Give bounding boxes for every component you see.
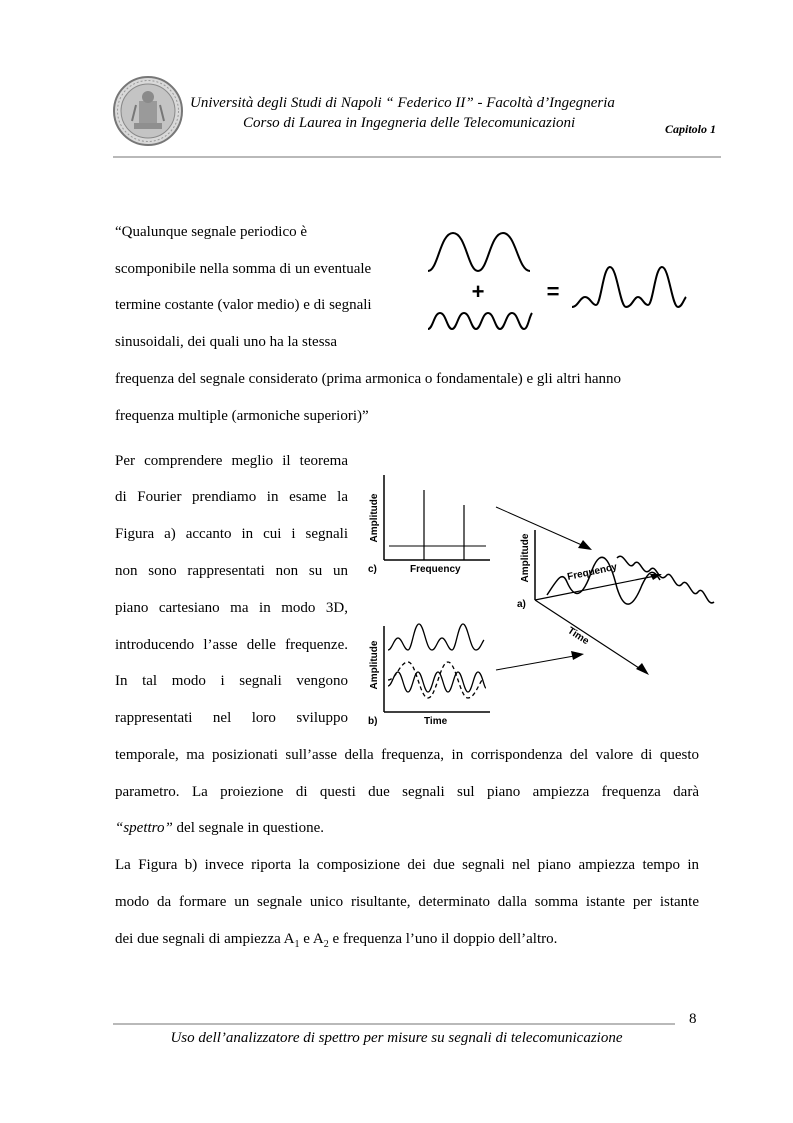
header-course: Corso di Laurea in Ingegneria delle Telecomunicazioni	[243, 115, 576, 131]
harmonic-wave	[428, 313, 532, 329]
body-line-3: Figura a) accanto in cui i segnali	[115, 526, 348, 542]
wave-3d-harmonic	[617, 556, 714, 603]
quote-line-5: frequenza del segnale considerato (prima armonica o fondamentale) e gli altri hanno	[115, 371, 622, 387]
fig-c-xlabel: Frequency	[410, 564, 461, 575]
fig-b-xlabel: Time	[424, 716, 448, 727]
body-line-8: rappresentati nel loro sviluppo	[115, 710, 348, 726]
wave-b-sum	[388, 624, 484, 650]
last-b: e A	[299, 931, 324, 947]
fundamental-wave	[428, 233, 530, 271]
last-c: e frequenza l’uno il doppio dell’altro.	[328, 931, 558, 947]
spectrum-3d-figure	[362, 460, 720, 735]
body-line-7: In tal modo i segnali vengono	[115, 673, 348, 689]
plus-sign: +	[471, 279, 485, 304]
fig-c-label: c)	[368, 564, 377, 575]
fourier-sum-figure	[420, 225, 695, 340]
body-line-6: introducendo l’asse delle frequenze.	[115, 637, 348, 653]
fig-a-ylabel: Amplitude	[520, 533, 531, 583]
university-seal	[112, 75, 184, 147]
fig-a-freq-label: Frequency	[566, 561, 619, 583]
body-line-5: piano cartesiano ma in modo 3D,	[115, 600, 348, 616]
fig-c-ylabel: Amplitude	[369, 493, 380, 543]
figb-line-2: modo da formare un segnale unico risultante, determinato dalla somma istante per istante	[115, 894, 699, 910]
header-rule	[113, 156, 721, 158]
footer-title: Uso dell’analizzatore di spettro per misure su segnali di telecomunicazione	[170, 1030, 623, 1046]
quote-line-3: termine costante (valor medio) e di segnali	[115, 297, 372, 313]
last-a: dei due segnali di ampiezza A	[115, 931, 295, 947]
body-line-1: Per comprendere meglio il teorema	[115, 453, 348, 469]
fig-a-label: a)	[517, 599, 526, 610]
body-line-4: non sono rappresentati non su un	[115, 563, 348, 579]
figb-line-1: La Figura b) invece riporta la composizione dei due segnali nel piano ampiezza tempo in	[115, 857, 699, 873]
fig-b-ylabel: Amplitude	[369, 640, 380, 690]
fig-b-label: b)	[368, 716, 378, 727]
body-line-9: temporale, ma posizionati sull’asse della frequenza, in corrispondenza del valore di questo	[115, 747, 699, 763]
chapter-label: Capitolo 1	[665, 122, 717, 136]
quote-line-2: scomponibile nella somma di un eventuale	[115, 261, 372, 277]
fig-a-time-label: Time	[565, 625, 591, 648]
body-line-2: di Fourier prendiamo in esame la	[115, 489, 348, 505]
header-university: Università degli Studi di Napoli “ Federico II” - Facoltà d’Ingegneria	[190, 95, 615, 111]
sub-2: 2	[323, 939, 329, 950]
wave-b-harmonic	[388, 672, 486, 692]
quote-line-4: sinusoidali, dei quali uno ha la stessa	[115, 334, 338, 350]
spettro-term: “spettro”	[115, 820, 173, 836]
resultant-wave	[572, 267, 686, 307]
body-line-10: parametro. La proiezione di questi due segnali sul piano ampiezza frequenza darà	[115, 784, 699, 800]
figb-line-3	[115, 931, 557, 950]
sub-1: 1	[294, 939, 300, 950]
spettro-rest: del segnale in questione.	[172, 820, 325, 836]
page-number: 8	[689, 1011, 697, 1027]
equals-sign: =	[546, 279, 560, 304]
footer-rule	[113, 1023, 675, 1025]
quote-line-6: frequenza multiple (armoniche superiori)”	[115, 408, 369, 424]
quote-line-1: “Qualunque segnale periodico è	[115, 224, 308, 240]
body-line-11	[115, 820, 324, 837]
